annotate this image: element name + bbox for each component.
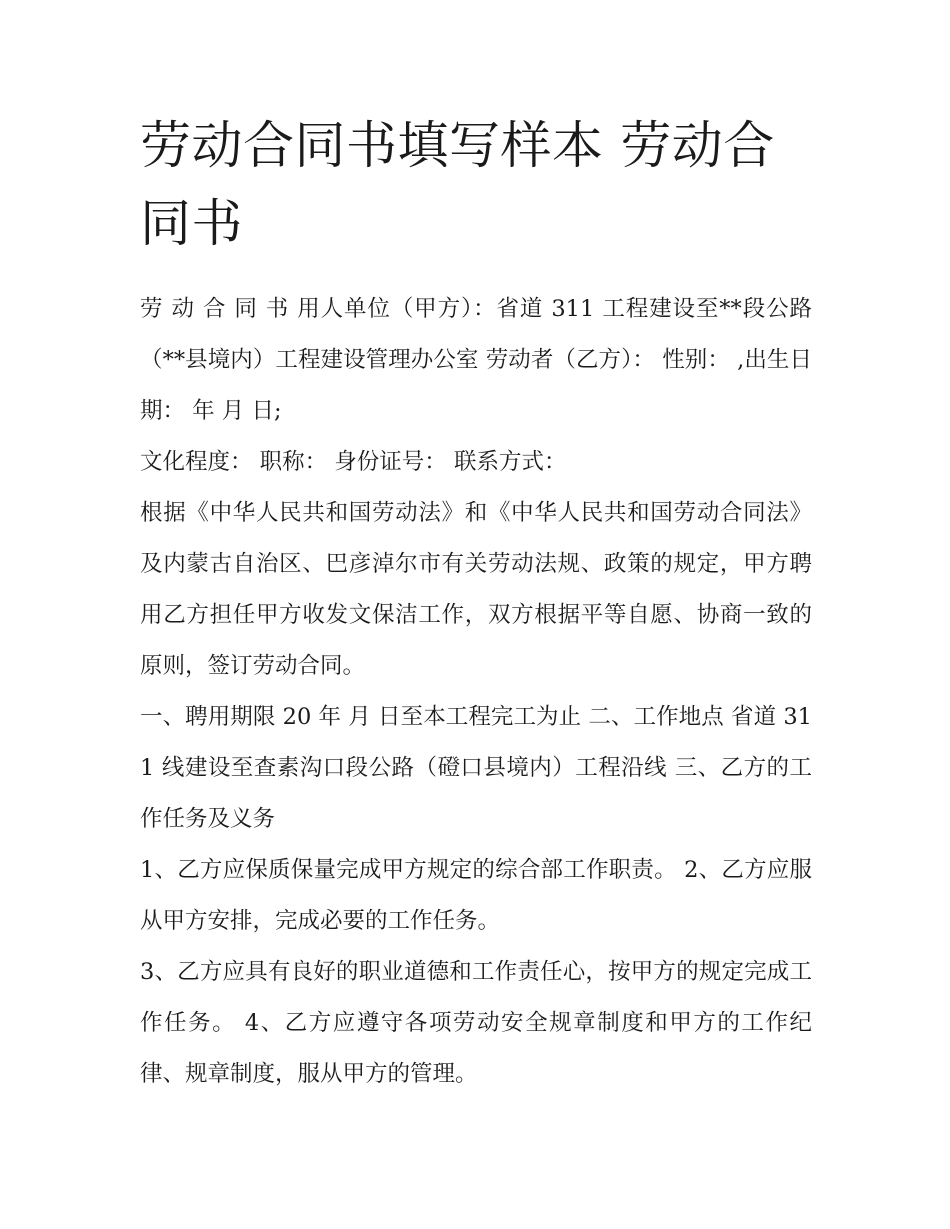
document-body bbox=[140, 108, 812, 1100]
duties-paragraph-1: 1、乙方应保质保量完成甲方规定的综合部工作职责。 2、乙方应服从甲方安排，完成必要的工作任务。 bbox=[140, 857, 812, 934]
term-location-paragraph: 一、聘用期限 20 年 月 日至本工程完工为止 二、工作地点 省道 311 线建设至查素沟口段公路（磴口县境内）工程沿线 三、乙方的工作任务及义务 bbox=[140, 704, 812, 832]
document-title: 劳动合同书填写样本 劳动合同书 bbox=[140, 117, 775, 254]
legal-basis-paragraph: 根据《中华人民共和国劳动法》和《中华人民共和国劳动合同法》及内蒙古自治区、巴彦淖尔市有关劳动法规、政策的规定，甲方聘用乙方担任甲方收发文保洁工作，双方根据平等自愿、协商一致的原则，签订劳动合同。 bbox=[140, 500, 812, 679]
duties-paragraph-2: 3、乙方应具有良好的职业道德和工作责任心，按甲方的规定完成工作任务。 4、乙方应遵守各项劳动安全规章制度和甲方的工作纪律、规章制度，服从甲方的管理。 bbox=[140, 959, 812, 1087]
party-info-paragraph: 劳 动 合 同 书 用人单位（甲方）：省道 311 工程建设至**段公路（**县境内）工程建设管理办公室 劳动者（乙方）： 性别： ,出生日期： 年 月 日; bbox=[140, 296, 812, 424]
personal-details-paragraph: 文化程度： 职称： 身份证号： 联系方式： bbox=[140, 449, 567, 475]
